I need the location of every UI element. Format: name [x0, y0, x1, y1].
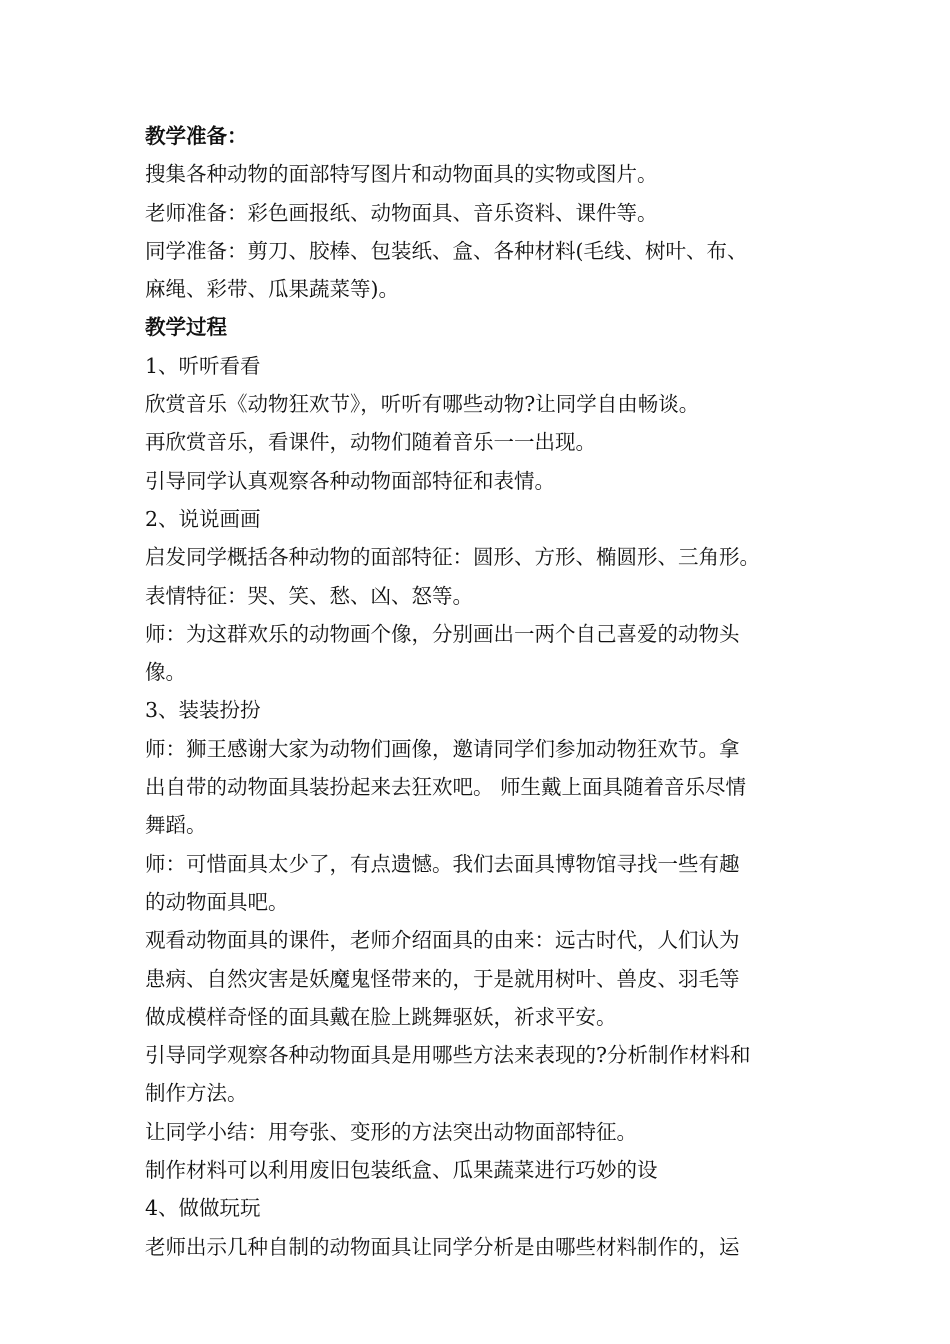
paragraph-line: 再欣赏音乐，看课件，动物们随着音乐一一出现。: [145, 430, 596, 455]
heading-teaching-preparation: 教学准备：: [145, 124, 248, 148]
paragraph-line: 做成模样奇怪的面具戴在脸上跳舞驱妖，祈求平安。: [145, 1004, 617, 1029]
paragraph-line: 的动物面具吧。: [145, 889, 289, 914]
paragraph-line: 引导同学观察各种动物面具是用哪些方法来表现的?分析制作材料和: [145, 1043, 751, 1068]
paragraph-line: 麻绳、彩带、瓜果蔬菜等)。: [145, 277, 399, 302]
paragraph-line: 表情特征：哭、笑、愁、凶、怒等。: [145, 583, 473, 608]
paragraph-line: 引导同学认真观察各种动物面部特征和表情。: [145, 468, 555, 493]
paragraph-line: 制作方法。: [145, 1081, 248, 1106]
paragraph-line: 让同学小结：用夸张、变形的方法突出动物面部特征。: [145, 1119, 637, 1144]
paragraph-line: 师：狮王感谢大家为动物们画像，邀请同学们参加动物狂欢节。拿: [145, 736, 740, 761]
paragraph-line: 观看动物面具的课件，老师介绍面具的由来：远古时代，人们认为: [145, 928, 740, 953]
section-title: 2、说说画画: [145, 506, 261, 531]
paragraph-line: 同学准备：剪刀、胶棒、包装纸、盒、各种材料(毛线、树叶、布、: [145, 238, 748, 263]
heading-teaching-process: 教学过程: [145, 315, 227, 340]
document-page: [145, 117, 835, 1266]
paragraph-line: 舞蹈。: [145, 813, 207, 838]
paragraph-line: 像。: [145, 660, 186, 685]
paragraph-line: 师：为这群欢乐的动物画个像，分别画出一两个自己喜爱的动物头: [145, 621, 740, 646]
paragraph-line: 启发同学概括各种动物的面部特征：圆形、方形、椭圆形、三角形。: [145, 545, 760, 570]
section-title: 1、听听看看: [145, 353, 261, 378]
section-title: 3、装装扮扮: [145, 698, 261, 723]
paragraph-line: 欣赏音乐《动物狂欢节》，听听有哪些动物?让同学自由畅谈。: [145, 392, 700, 417]
paragraph-line: 出自带的动物面具装扮起来去狂欢吧。 师生戴上面具随着音乐尽情: [145, 775, 747, 800]
paragraph-line: 老师准备：彩色画报纸、动物面具、音乐资料、课件等。: [145, 200, 658, 225]
paragraph-line: 搜集各种动物的面部特写图片和动物面具的实物或图片。: [145, 162, 658, 187]
paragraph-line: 患病、自然灾害是妖魔鬼怪带来的，于是就用树叶、兽皮、羽毛等: [145, 966, 740, 991]
paragraph-line: 老师出示几种自制的动物面具让同学分析是由哪些材料制作的，运: [145, 1234, 740, 1259]
paragraph-line: 师：可惜面具太少了，有点遗憾。我们去面具博物馆寻找一些有趣: [145, 851, 740, 876]
paragraph-line: 制作材料可以利用废旧包装纸盒、瓜果蔬菜进行巧妙的设: [145, 1158, 658, 1183]
section-title: 4、做做玩玩: [145, 1196, 261, 1221]
